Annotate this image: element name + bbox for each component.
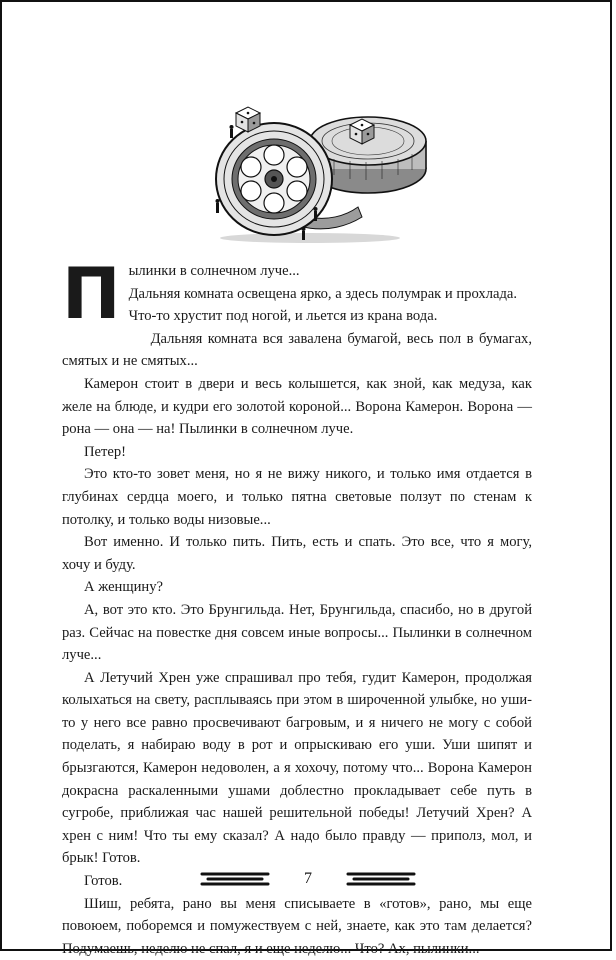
paragraph-5: Это кто-то зовет меня, но я не вижу никого, и только имя отдается в глубинах сердца моего, и только пятна световые ползут по стенам к потолку, и только воды низовые... [62,466,532,528]
paragraph-4: Петер! [84,443,127,460]
paragraph-6: Вот именно. И только пить. Пить, есть и спать. Это все, что я могу, хочу и буду. [62,534,532,573]
opening-line-1: ылинки в солнечном луче... [128,263,300,279]
paragraph-3: Камерон стоит в двери и весь колышется, как зной, как медуза, как желе на блюде, и кудри его золотой короной... Ворона Камерон. Ворона — рона — она — на! Пылинки в солнечном луче. [62,375,532,438]
decorative-bars-left-icon [200,870,270,888]
drop-cap: П [62,253,121,335]
paragraph-10: Готов. [84,873,123,890]
body-text [62,253,532,960]
paragraph-9: А Летучий Хрен уже спрашивал про тебя, гудит Камерон, продолжая колыхаться на свету, расплываясь при этом в широченной улыбке, но уши-то у него все равно просвечивают багровым, и я ничего не могу с собой поделать, я набираю воду в рот и опрыскиваю его уши. Уши шипят и брызгаются, Камерон недоволен, а я хохочу, потому что... Ворона Камерон докрасна раскаленными ушами доблестно прокладывает себе путь в сугробе, приближая час нашей решительной победы! Летучий Хрен? А хрен с ним! Что ты ему сказал? А надо было правду — приполз, мол, и брык! Готов. [62,669,532,867]
dice-on-reel [236,107,260,132]
opening-paragraph [62,253,532,335]
paragraph-7: А женщину? [84,579,163,596]
opening-line-3: Что-то хрустит под ногой, и льется из крана вода. [128,308,438,325]
paragraph-8: А, вот это кто. Это Брунгильда. Нет, Брунгильда, спасибо, но в другой раз. Сейчас на повестке дня совсем иные вопросы... Пылинки в солнечном луче... [62,601,532,664]
page-footer [2,864,614,894]
film-reels-and-dice-illustration [190,99,430,247]
decorative-bars-right-icon [346,870,416,888]
dice-on-canister [350,119,374,144]
page-number: 7 [304,870,312,887]
paragraph-11: Шиш, ребята, рано вы меня списываете в «готов», рано, мы еще повоюем, поборемся и помужествуем с ней, знаете, как это там делается? Подумаешь, неделю не спал, я и еще неделю... Что? Ах, пылинки... [62,895,532,957]
opening-line-2: Дальняя комната освещена ярко, а здесь полумрак и прохлада. [128,285,518,302]
paragraph-2: Дальняя комната вся завалена бумагой, весь пол в бумагах, смятых и не смятых... [62,330,532,370]
